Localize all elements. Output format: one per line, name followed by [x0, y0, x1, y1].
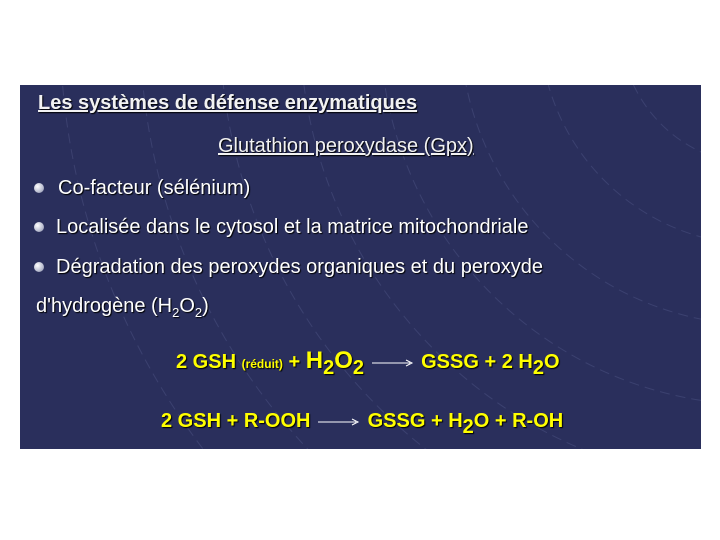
equation-term: H: [305, 347, 324, 374]
equation-term: O + R-OH: [473, 410, 564, 432]
equation-term: 2 GSH + R-OOH: [161, 410, 311, 432]
subscript: 2: [352, 357, 364, 379]
equation-term: O: [543, 351, 560, 373]
continuation-text: ): [202, 295, 209, 317]
continuation-text: O: [179, 295, 195, 317]
bullet-continuation: [36, 295, 209, 320]
equation-term: O: [334, 347, 353, 374]
bullet-text: Co-facteur (sélénium): [58, 177, 251, 199]
subscript: 2: [462, 416, 474, 438]
slide: [20, 85, 701, 449]
subscript: 2: [194, 305, 203, 320]
slide-title: Les systèmes de défense enzymatiques: [38, 92, 418, 114]
continuation-text: d'hydrogène (H: [36, 295, 173, 317]
reaction-arrow-icon: [318, 417, 360, 427]
subscript: 2: [323, 357, 335, 379]
equation-term: 2 GSH: [176, 351, 237, 373]
equation-organic-peroxide: [161, 410, 563, 439]
bullet-text: Dégradation des peroxydes organiques et du peroxyde: [56, 256, 543, 278]
slide-subtitle: Glutathion peroxydase (Gpx): [218, 135, 474, 157]
equation-note: (réduit): [241, 357, 283, 371]
equation-reduced-h2o2: [176, 347, 560, 380]
bullet-dot-icon: [34, 262, 44, 272]
subscript: 2: [172, 305, 180, 320]
subscript: 2: [532, 357, 544, 379]
equation-operator: +: [288, 351, 301, 373]
equation-term: GSSG + 2 H: [421, 351, 533, 373]
bullet-dot-icon: [34, 183, 44, 193]
bullet-dot-icon: [34, 222, 44, 232]
bullet-text: Localisée dans le cytosol et la matrice mitochondriale: [56, 216, 529, 238]
reaction-arrow-icon: [372, 358, 414, 368]
equation-term: GSSG + H: [367, 410, 463, 432]
